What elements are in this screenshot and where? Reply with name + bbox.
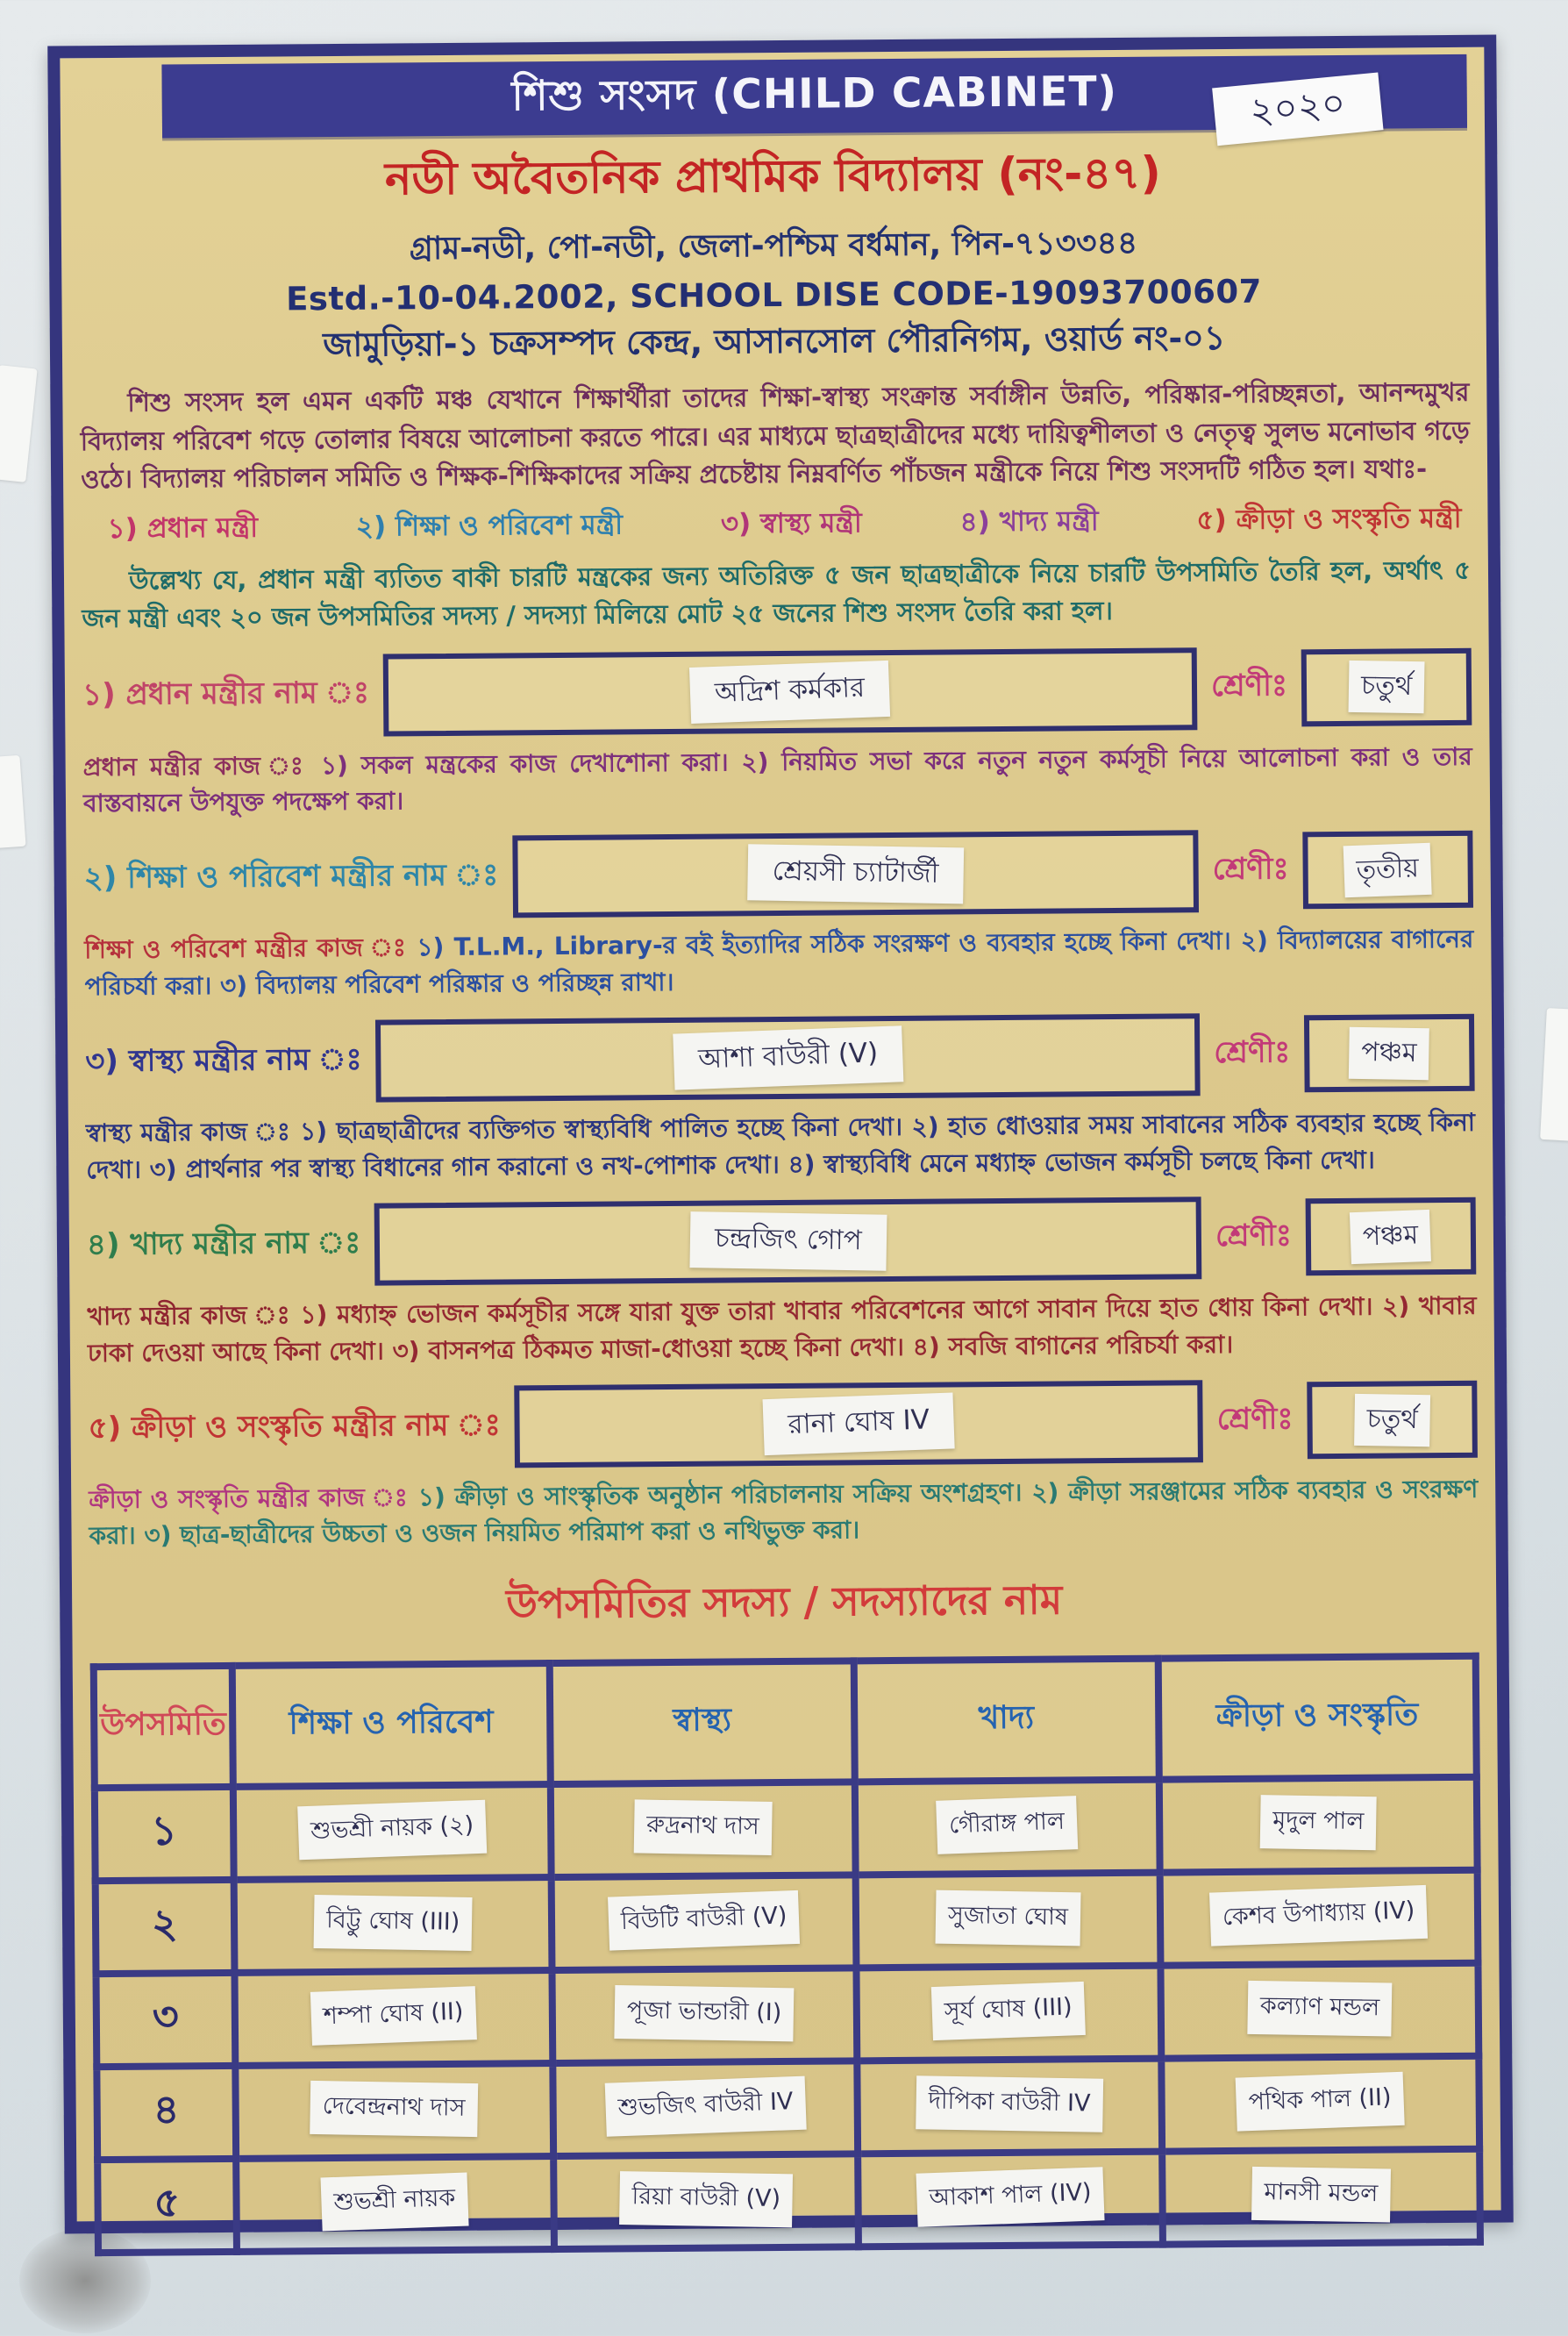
torn-paper-scrap (0, 365, 38, 482)
row-number: ২ (96, 1880, 234, 1974)
minister-name-box (515, 1380, 1204, 1468)
school-name: নডী অবৈতনিক প্রাথমিক বিদ্যালয় (নং-৪৭) (384, 147, 1162, 206)
cabinet-item: ২) শিক্ষা ও পরিবেশ মন্ত্রী (355, 508, 624, 543)
subcommittee-table (90, 1653, 1484, 2256)
member-sticker: পথিক পাল (II) (1236, 2072, 1405, 2132)
minister-duties (87, 1288, 1477, 1371)
member-cell (857, 2059, 1162, 2154)
member-cell (232, 1784, 551, 1880)
member-sticker: শম্পা ঘোষ (II) (310, 1987, 477, 2047)
member-sticker: শুভশ্রী নায়ক (321, 2173, 469, 2232)
minister-duties (83, 738, 1473, 821)
member-sticker: বিট্টু ঘোষ (III) (313, 1895, 472, 1951)
class-box (1306, 1197, 1477, 1276)
row-number: ১ (95, 1787, 233, 1881)
duty-text: ১) ক্রীড়া ও সাংস্কৃতিক অনুষ্ঠান পরিচালনায় সক্রিয় অংশগ্রহণ। ২) ক্রীড়া সরঞ্জামের সঠিক ব্যবহার ও সংরক্ষণ করা। ৩) ছাত্র-ছাত্রীদের উচ্চতা ও ওজন নিয়মিত পরিমাপ করা ও নথিভুক্ত করা। (89, 1474, 1479, 1551)
row-number: ৩ (96, 1973, 234, 2067)
class-label: শ্রেণীঃ (1212, 851, 1289, 887)
class-box (1304, 1014, 1475, 1093)
name-sticker: আশা বাউরী (V) (673, 1026, 903, 1090)
member-sticker: শুভজিৎ বাউরী IV (604, 2076, 806, 2137)
class-sticker: পঞ্চম (1349, 1027, 1429, 1081)
class-label: শ্রেণীঃ (1214, 1034, 1291, 1070)
name-sticker: রানা ঘোষ IV (762, 1392, 955, 1455)
minister-row-2 (83, 828, 1473, 921)
member-cell (552, 1968, 858, 2063)
member-cell (1162, 2149, 1480, 2245)
minister-label: ১) প্রধান মন্ত্রীর নাম ঃ (82, 675, 370, 713)
member-cell (855, 1780, 1160, 1875)
duty-label: শিক্ষা ও পরিবেশ মন্ত্রীর কাজ ঃ (84, 932, 408, 965)
minister-label: ৩) স্বাস্থ্য মন্ত্রীর নাম ঃ (85, 1041, 362, 1079)
estd-line: Estd.-10-04.2002, SCHOOL DISE CODE-19093700607 (285, 272, 1263, 318)
cabinet-item: ১) প্রধান মন্ত্রী (107, 511, 259, 545)
member-cell (552, 2061, 858, 2156)
duty-label: খাদ্য মন্ত্রীর কাজ ঃ (87, 1300, 291, 1332)
duty-label: স্বাস্থ্য মন্ত্রীর কাজ ঃ (85, 1117, 291, 1148)
table-row (96, 1963, 1479, 2067)
member-sticker: রিয়া বাউরী (V) (619, 2171, 793, 2227)
duty-text: ১) ছাত্রছাত্রীদের ব্যক্তিগত স্বাস্থ্যবিধি পালিত হচ্ছে কিনা দেখা। ২) হাত ধোওয়ার সময় সাবানের সঠিক ব্যবহার হচ্ছে কিনা দেখা। ৩) প্রার্থনার পর স্বাস্থ্য বিধানের গান করানো ও নখ-পোশাক দেখা। ৪) স্বাস্থ্যবিধি মেনে মধ্যাহ্ন ভোজন কর্মসূচী চলছে কিনা দেখা। (86, 1108, 1476, 1184)
class-sticker: পঞ্চম (1350, 1210, 1431, 1264)
member-sticker: দেবেন্দ্রনাথ দাস (310, 2081, 479, 2137)
member-cell (1159, 1870, 1478, 1966)
minister-label: ৪) খাদ্য মন্ত্রীর নাম ঃ (86, 1225, 361, 1262)
cabinet-list (107, 496, 1461, 553)
year-value: ২০২০ (1247, 80, 1348, 132)
torn-paper-scrap (1540, 1008, 1568, 1141)
duty-label: প্রধান মন্ত্রীর কাজ ঃ (82, 750, 309, 782)
table-row (96, 1870, 1479, 1974)
minister-name-box (374, 1197, 1201, 1285)
cabinet-item: ৪) খাদ্য মন্ত্রী (959, 504, 1099, 538)
address-line: গ্রাম-নডী, পো-নডী, জেলা-পশ্চিম বর্ধমান, পিন-৭১৩৩৪৪ (409, 225, 1138, 268)
note-paragraph: উল্লেখ্য যে, প্রধান মন্ত্রী ব্যতিত বাকী চারটি মন্ত্রকের জন্য অতিরিক্ত ৫ জন ছাত্রছাত্রীকে নিয়ে চারটি উপসমিতি তৈরি হল, অর্থাৎ ৫ জন মন্ত্রী এবং ২০ জন উপসমিতির সদস্য / সদস্যা মিলিয়ে মোট ২৫ জনের শিশু সংসদ তৈরি করা হল। (82, 554, 1472, 634)
member-cell (1161, 2056, 1479, 2152)
subcommittee-heading: উপসমিতির সদস্য / সদস্যাদের নাম (505, 1575, 1063, 1628)
row-number: ৪ (96, 2066, 235, 2160)
minister-name-box (383, 647, 1198, 736)
member-sticker: রুদ্রনাথ দাস (634, 1800, 773, 1856)
intro-paragraph: শিশু সংসদ হল এমন একটি মঞ্চ যেখানে শিক্ষার্থীরা তাদের শিক্ষা-স্বাস্থ্য সংক্রান্ত সর্বাঙ্গীন উন্নতি, পরিষ্কার-পরিচ্ছন্নতা, আনন্দমুখর বিদ্যালয় পরিবেশ গড়ে তোলার বিষয়ে আলোচনা করতে পারে। এর মাধ্যমে ছাত্রছাত্রীদের মধ্যে দায়িত্বশীলতা ও নেতৃত্ব সুলভ মনোভাব গড়ে ওঠে। বিদ্যালয় পরিচালন সমিতি ও শিক্ষক-শিক্ষিকাদের সক্রিয় প্রচেষ্টায় নিম্নবর্ণিত পাঁচজন মন্ত্রীকে নিয়ে শিশু সংসদটি গঠিত হল। যথাঃ- (80, 376, 1470, 495)
table-header-row (94, 1656, 1477, 1788)
member-cell (233, 1877, 552, 1973)
member-sticker: শুভশ্রী নায়ক (২) (297, 1800, 487, 1861)
minister-row-4 (87, 1195, 1477, 1288)
table-header-cell: উপসমিতি (94, 1666, 233, 1788)
class-label: শ্রেণীঃ (1210, 668, 1288, 704)
minister-name-box (375, 1013, 1200, 1102)
class-label: শ্রেণীঃ (1216, 1400, 1294, 1437)
torn-paper-scrap (0, 755, 26, 848)
class-box (1302, 831, 1473, 910)
minister-duties (84, 921, 1474, 1004)
member-sticker: আকাশ পাল (IV) (916, 2168, 1104, 2228)
minister-row-3 (85, 1011, 1475, 1104)
row-number: ৫ (97, 2159, 236, 2253)
member-cell (551, 1782, 856, 1877)
name-sticker: শ্রেয়সী চ্যাটার্জী (747, 845, 964, 904)
duty-text: ১) মধ্যাহ্ন ভোজন কর্মসূচীর সঙ্গে যারা যুক্ত তারা খাবার পরিবেশনের আগে সাবান দিয়ে হাত ধোয় কিনা দেখা। ২) খাবার ঢাকা দেওয়া আছে কিনা দেখা। ৩) বাসনপত্র ঠিকমত মাজা-ধোওয়া হচ্ছে কিনা দেখা। ৪) সবজি বাগানের পরিচর্যা করা। (87, 1290, 1477, 1368)
table-header-cell: স্বাস্থ্য (550, 1661, 855, 1784)
member-sticker: গৌরাঙ্গ পাল (936, 1797, 1078, 1855)
minister-row-1 (82, 645, 1472, 738)
table-header-cell: খাদ্য (853, 1659, 1158, 1782)
member-sticker: দীপিকা বাউরী IV (916, 2076, 1103, 2133)
minister-label: ২) শিক্ষা ও পরিবেশ মন্ত্রীর নাম ঃ (83, 857, 499, 897)
circle-line: জামুড়িয়া-১ চক্রসম্পদ কেন্দ্র, আসানসোল পৌরনিগম, ওয়ার্ড নং-০১ (323, 318, 1226, 365)
member-cell (856, 1966, 1161, 2061)
member-cell (236, 2156, 554, 2252)
duty-text: ১) সকল মন্ত্রকের কাজ দেখাশোনা করা। ২) নিয়মিত সভা করে নতুন নতুন কর্মসূচী নিয়ে আলোচনা করা ও তার বাস্তবায়নে উপযুক্ত পদক্ষেপ করা। (82, 741, 1472, 818)
name-sticker: চন্দ্রজিৎ গোপ (689, 1211, 887, 1271)
class-sticker: তৃতীয় (1343, 843, 1432, 898)
member-cell (553, 2154, 859, 2249)
minister-label: ৫) ক্রীড়া ও সংস্কৃতি মন্ত্রীর নাম ঃ (88, 1407, 502, 1446)
class-label: শ্রেণীঃ (1215, 1218, 1293, 1254)
member-sticker: সূর্য ঘোষ (III) (931, 1982, 1086, 2040)
member-sticker: কল্যাণ মন্ডল (1247, 1981, 1392, 2037)
table-header-cell: শিক্ষা ও পরিবেশ (232, 1663, 551, 1787)
member-sticker: বিউটি বাউরী (V) (608, 1890, 800, 1951)
name-sticker: অদ্রিশ কর্মকার (689, 660, 890, 723)
member-cell (855, 1873, 1160, 1968)
minister-row-5 (88, 1378, 1478, 1471)
table-row (97, 2149, 1480, 2253)
poster-title: শিশু সংসদ (CHILD CABINET) (511, 67, 1118, 121)
table-row (95, 1777, 1478, 1881)
member-cell (552, 1875, 857, 1970)
member-cell (1158, 1777, 1477, 1873)
class-box (1301, 647, 1472, 726)
member-sticker: মানসী মন্ডল (1251, 2167, 1391, 2223)
member-cell (234, 1970, 552, 2066)
table-row (96, 2056, 1479, 2160)
minister-duties (86, 1104, 1476, 1188)
child-cabinet-poster (47, 35, 1514, 2234)
member-sticker: কেশব উপাধ্যায় (IV) (1209, 1885, 1428, 1947)
member-sticker: সুজাতা ঘোষ (935, 1890, 1080, 1947)
member-sticker: মৃদুল পাল (1259, 1795, 1376, 1850)
cabinet-item: ৩) স্বাস্থ্য মন্ত্রী (720, 506, 862, 540)
cabinet-item: ৫) ক্রীড়া ও সংস্কৃতি মন্ত্রী (1196, 502, 1462, 536)
member-cell (235, 2063, 553, 2159)
minister-duties (89, 1471, 1479, 1554)
class-sticker: চতুর্থ (1354, 1393, 1430, 1446)
member-sticker: পূজা ভান্ডারী (I) (615, 1985, 795, 2041)
duty-label: ক্রীড়া ও সংস্কৃতি মন্ত্রীর কাজ ঃ (89, 1482, 410, 1515)
member-cell (858, 2151, 1163, 2247)
minister-name-box (512, 831, 1199, 918)
table-header-cell: ক্রীড়া ও সংস্কৃতি (1158, 1656, 1477, 1780)
class-sticker: চতুর্থ (1348, 661, 1424, 713)
class-box (1307, 1381, 1478, 1460)
duty-text: ১) T.L.M., Library-র বই ইত্যাদির সঠিক সংরক্ষণ ও ব্যবহার হচ্ছে কিনা দেখা। ২) বিদ্যালয়ের বাগানের পরিচর্যা করা। ৩) বিদ্যালয় পরিবেশ পরিষ্কার ও পরিচ্ছন্ন রাখা। (84, 925, 1474, 1002)
member-cell (1160, 1963, 1479, 2059)
